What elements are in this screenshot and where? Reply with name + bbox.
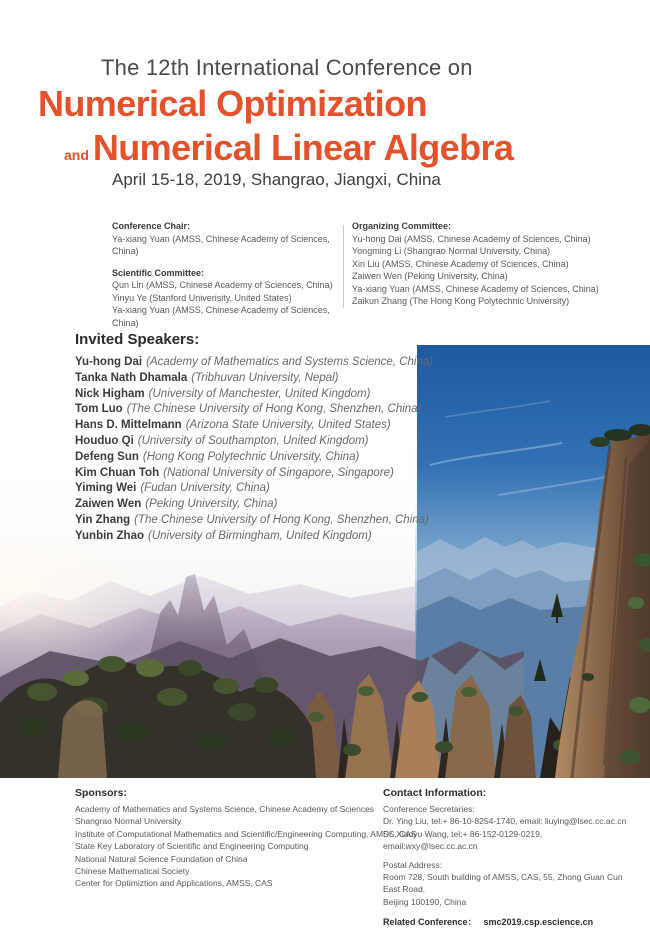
sponsor-item: National Natural Science Foundation of China	[75, 853, 248, 864]
committee-member: Qun Lin (AMSS, Chinese Academy of Sciences, China)	[112, 280, 333, 290]
speaker-name: Yiming Wei	[75, 482, 137, 495]
sponsor-item: Shangrao Normal University	[75, 816, 182, 827]
sponsor-item: Chinese Mathematical Society	[75, 866, 190, 877]
speaker-item	[75, 418, 433, 434]
speaker-affiliation: (The Chinese University of Hong Kong, Shenzhen, China)	[134, 513, 429, 526]
committee-member: Ya-xiang Yuan (AMSS, Chinese Academy of Sciences, China)	[112, 305, 330, 328]
speaker-item	[75, 481, 433, 497]
spacer	[112, 258, 342, 267]
sponsor-item: Institute of Computational Mathematics and Scientific/Engineering Computing, AMSS, CAS	[75, 828, 417, 839]
title-line2: Numerical Linear Algebra	[92, 127, 514, 168]
speaker-name: Kim Chuan Toh	[75, 466, 160, 479]
invited-speakers-heading: Invited Speakers:	[75, 331, 200, 348]
postal-label: Postal Address:	[383, 859, 443, 870]
speaker-affiliation: (Academy of Mathematics and Systems Science, China)	[146, 356, 434, 368]
speaker-item	[75, 387, 433, 403]
committee-right-column	[352, 220, 647, 308]
speaker-affiliation: (Peking University, China)	[145, 498, 278, 511]
title-line2-row	[64, 127, 513, 169]
committee-member: Yu-hong Dai (AMSS, Chinese Academy of Sciences, China)	[352, 233, 591, 244]
pre-title: The 12th International Conference on	[101, 55, 473, 80]
committee-member: Ya-xiang Yuan (AMSS, Chinese Academy of Sciences, China)	[352, 283, 599, 294]
committee-member: Zaikun Zhang (The Hong Kong Polytechnic University)	[352, 296, 570, 306]
speaker-item	[75, 402, 433, 418]
speaker-affiliation: (The Chinese University of Hong Kong, Shenzhen, China)	[126, 403, 422, 416]
title-conjunction: and	[64, 147, 89, 163]
speaker-affiliation: (Fudan University, China)	[140, 482, 270, 495]
organizing-committee-heading: Organizing Committee:	[352, 221, 452, 231]
address-line: Beijing 100190, China	[383, 896, 467, 907]
speaker-item	[75, 355, 433, 371]
secretary-line: Dr. Ying Liu, tel:+ 86-10-8254-1740, email: liuying@lsec.cc.ac.cn	[383, 816, 627, 827]
speaker-name: Yin Zhang	[75, 513, 131, 526]
speaker-item	[75, 466, 433, 482]
postal-address-block	[383, 859, 633, 909]
committee-member: Yongming Li (Shangrao Normal University, China)	[352, 246, 551, 256]
committee-divider	[343, 225, 344, 308]
speaker-affiliation: (Hong Kong Polytechnic University, China)	[142, 450, 360, 463]
speaker-affiliation: (University of Birmingham, United Kingdom)	[148, 529, 372, 542]
speaker-item	[75, 434, 433, 450]
speaker-affiliation: (Tribhuvan University, Nepal)	[191, 371, 339, 384]
speaker-name: Nick Higham	[75, 387, 145, 400]
speaker-item	[75, 371, 433, 387]
speaker-name: Yunbin Zhao	[75, 529, 144, 542]
committee-member: Yinyu Ye (Stanford Univerisity, United States)	[112, 292, 292, 303]
speaker-name: Tom Luo	[75, 403, 123, 416]
secretary-line: Dr. Xiaoyu Wang, tel:+ 86-152-0129-0219, email:wxy@lsec.cc.ac.cn	[383, 828, 543, 852]
sponsor-item: Academy of Mathematics and Systems Science, Chinese Academy of Sciences	[75, 804, 375, 814]
committee-member: Xin Liu (AMSS, Chinese Academy of Sciences, China)	[352, 258, 569, 269]
invited-speakers-list	[75, 355, 433, 545]
speaker-affiliation: (Arizona State University, United States)	[185, 419, 391, 432]
committee-left-column	[112, 220, 342, 329]
conference-chair-heading: Conference Chair:	[112, 221, 191, 231]
speaker-affiliation: (University of Southampton, United Kingdom)	[137, 434, 369, 447]
speaker-item	[75, 529, 433, 545]
committee-member: Zaiwen Wen (Peking University, China)	[352, 271, 508, 281]
speaker-name: Zaiwen Wen	[75, 498, 142, 511]
sponsor-item: Center for Optimiztion and Applications, AMSS, CAS	[75, 878, 273, 889]
speaker-item	[75, 450, 433, 466]
sponsors-section	[75, 787, 417, 890]
sponsors-heading: Sponsors:	[75, 787, 127, 799]
speaker-name: Hans D. Mittelmann	[75, 419, 182, 432]
speaker-name: Tanka Nath Dhamala	[75, 371, 188, 384]
secretaries-label: Conference Secretaries:	[383, 804, 475, 814]
speaker-name: Yu-hong Dai	[75, 356, 143, 368]
related-conference-line	[383, 915, 633, 928]
date-location: April 15-18, 2019, Shangrao, Jiangxi, China	[112, 170, 441, 189]
related-conference-url: smc2019.csp.escience.cn	[483, 917, 594, 928]
speaker-affiliation: (National University of Singapore, Singapore)	[163, 466, 394, 479]
speaker-name: Defeng Sun	[75, 450, 139, 463]
committee-member: Ya-xiang Yuan (AMSS, Chinese Academy of Sciences, China)	[112, 233, 330, 256]
related-conference-label: Related Conference：	[383, 917, 477, 928]
speaker-name: Houduo Qi	[75, 434, 134, 447]
address-line: Room 728, South building of AMSS, CAS, 55, Zhong Guan Cun East Road.	[383, 872, 623, 895]
title-line1: Numerical Optimization	[38, 83, 427, 124]
contact-section	[383, 787, 633, 928]
speaker-item	[75, 497, 433, 513]
speaker-affiliation: (University of Manchester, United Kingdom)	[148, 387, 371, 400]
secretaries-block	[383, 803, 633, 853]
speaker-item	[75, 513, 433, 529]
sponsor-item: State Key Laboratory of Scientific and Engineering Computing	[75, 841, 309, 852]
scientific-committee-heading: Scientific Committee:	[112, 267, 205, 278]
contact-heading: Contact Information:	[383, 787, 487, 799]
